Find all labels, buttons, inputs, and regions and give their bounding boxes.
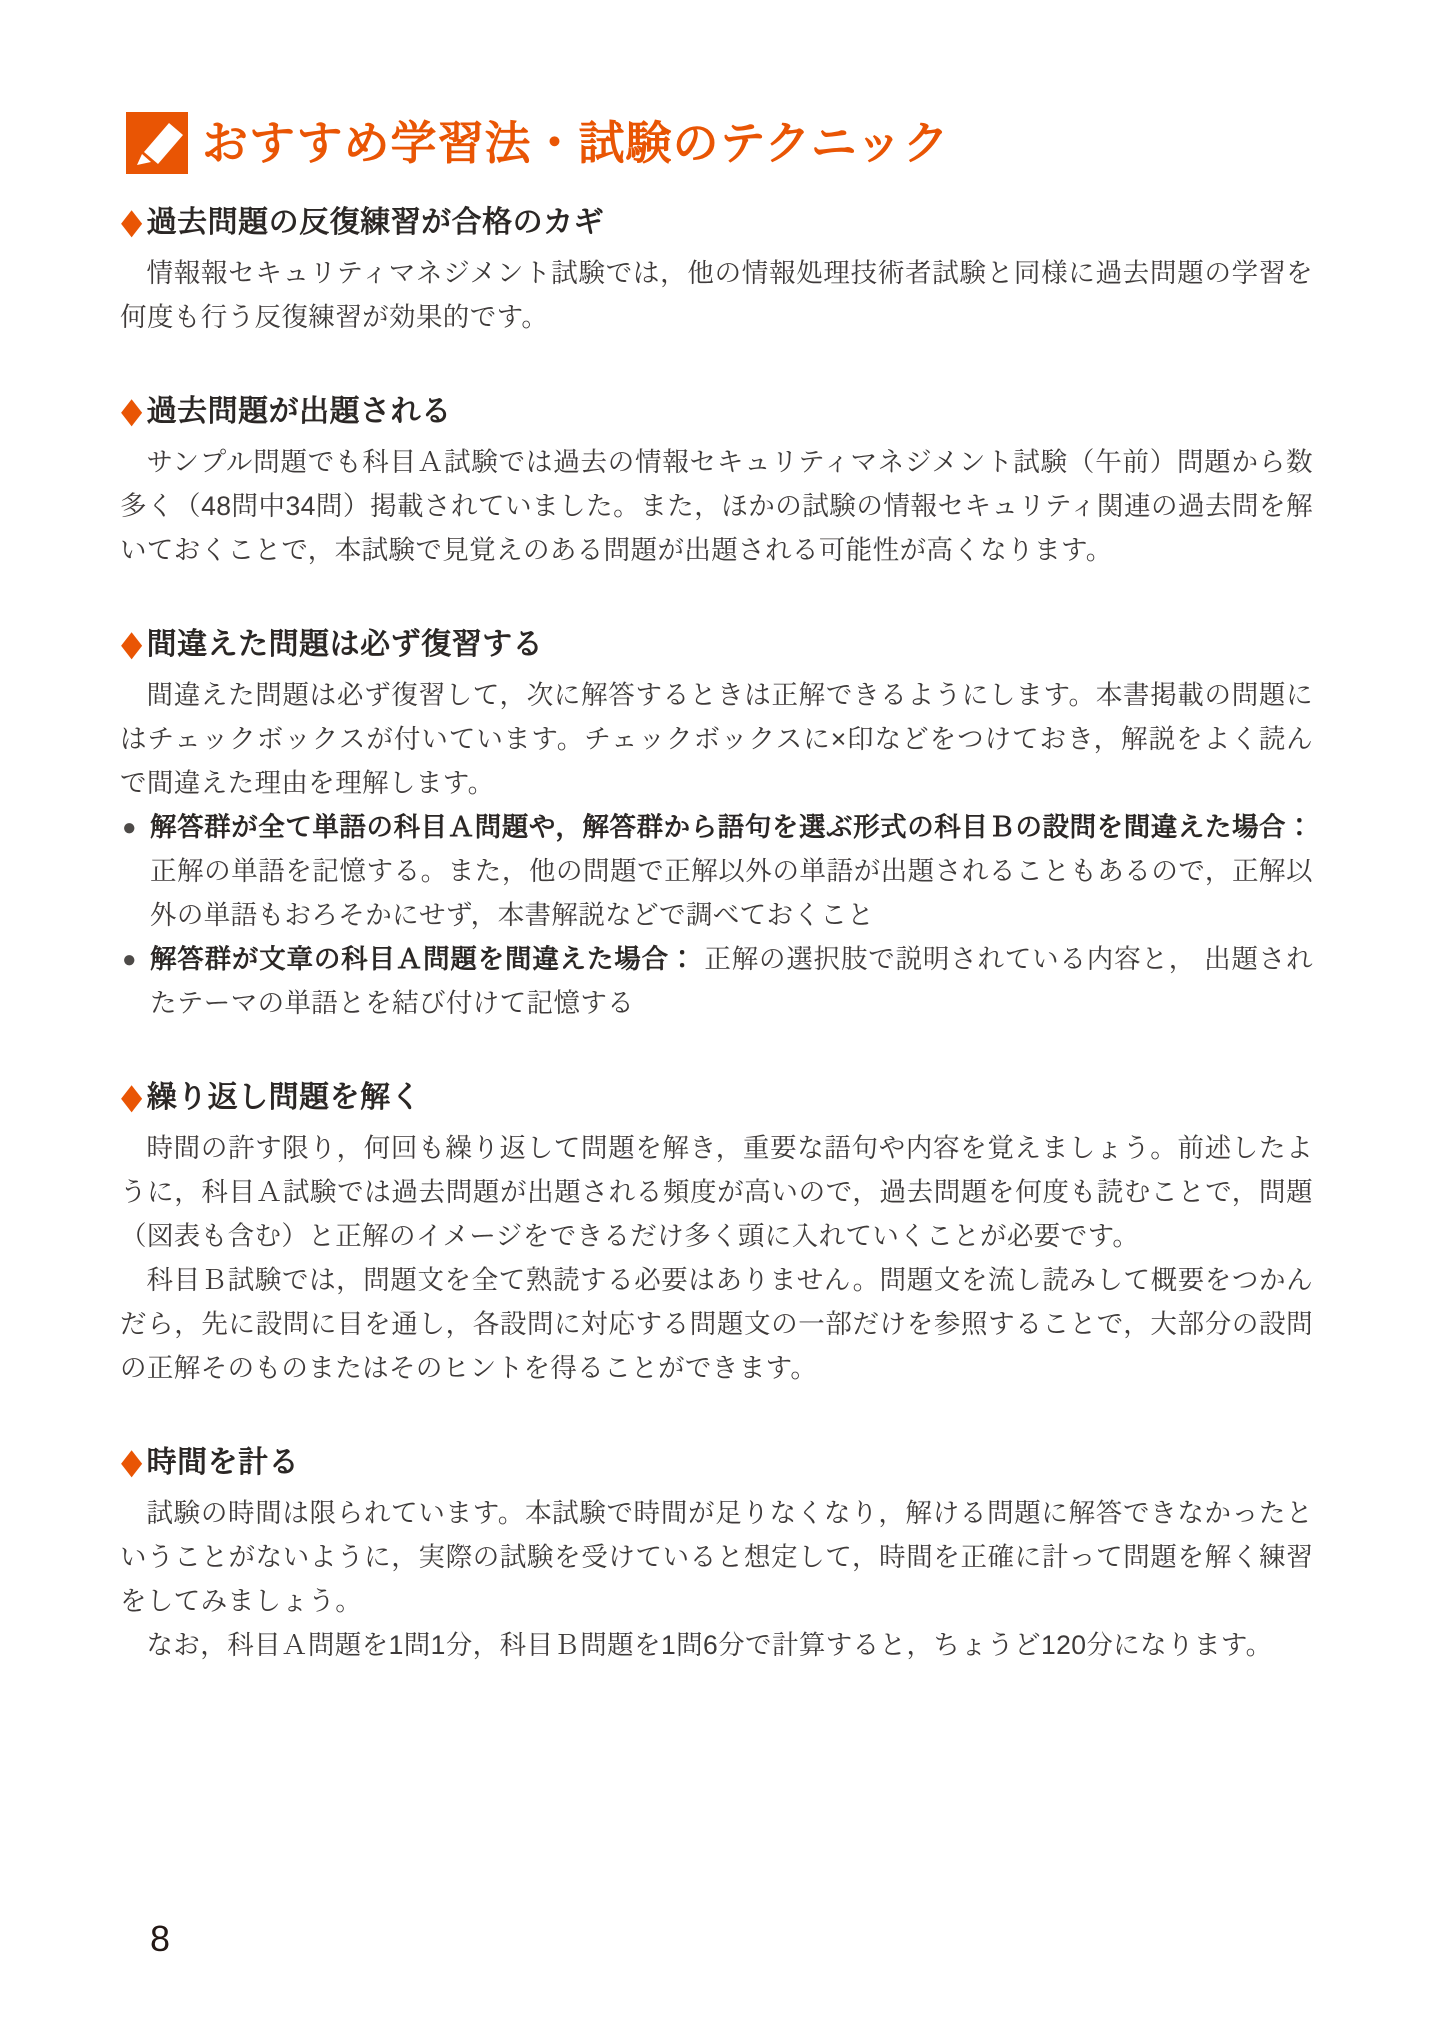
section-heading [120,393,1313,431]
diamond-icon: ◆ [120,202,143,242]
paragraph: なお，科目Ａ問題を1問1分，科目Ｂ問題を1問6分で計算すると，ちょうど120分になります。 [146,1630,1273,1660]
bullet-dot-icon: ● [122,946,137,973]
section-heading [120,1079,1313,1117]
bullet-body: 正解の選択肢で説明されている内容と， 出題されたテーマの単語とを結び付けて記憶する [150,944,1314,1018]
section-time-yourself [120,1444,1313,1667]
section-heading-text: 時間を計る [146,1446,300,1479]
bullet-label: 解答群が文章の科目Ａ問題を間違えた場合： [150,944,697,974]
section-heading [120,1444,1313,1482]
section-heading [120,626,1313,664]
pencil-badge-icon [126,112,188,174]
bullet-dot-icon: ● [122,814,137,841]
section-heading-text: 間違えた問題は必ず復習する [146,628,544,661]
section-review-mistakes [120,626,1313,1025]
bullet-item [120,937,1313,1025]
page-title-text: おすすめ学習法・試験のテクニック [202,117,950,169]
section-heading-text: 過去問題が出題される [146,395,452,428]
paragraph: 時間の許す限り，何回も繰り返して問題を解き，重要な語句や内容を覚えましょう。前述したように，科目Ａ試験では過去問題が出題される頻度が高いので，過去問題を何度も読むことで，問題（図表も含む）と正解のイメージをできるだけ多く頭に入れていくことが必要です。 [120,1133,1313,1251]
diamond-icon: ◆ [120,1077,143,1117]
bullet-body: 正解の単語を記憶する。また，他の問題で正解以外の単語が出題されることもあるので，正解以外の単語もおろそかにせず，本書解説などで調べておくこと [150,856,1313,930]
section-heading-text: 繰り返し問題を解く [146,1081,422,1114]
paragraph: 間違えた問題は必ず復習して，次に解答するときは正解できるようにします。本書掲載の問題にはチェックボックスが付いています。チェックボックスに×印などをつけておき，解説をよく読んで間違えた理由を理解します。 [120,680,1313,798]
section-past-questions [120,393,1313,572]
paragraph: 情報報セキュリティマネジメント試験では，他の情報処理技術者試験と同様に過去問題の学習を何度も行う反復練習が効果的です。 [120,258,1313,332]
section-repetition-key [120,204,1313,339]
diamond-icon: ◆ [120,391,143,431]
page-number: 8 [150,1918,171,1959]
bullet-item [120,805,1313,937]
page-content [120,112,1313,1667]
diamond-icon: ◆ [120,1442,143,1482]
paragraph: サンプル問題でも科目Ａ試験では過去の情報セキュリティマネジメント試験（午前）問題から数多く（48問中34問）掲載されていました。また，ほかの試験の情報セキュリティ関連の過去問を解いておくことで，本試験で見覚えのある問題が出題される可能性が高くなります。 [120,447,1313,565]
paragraph: 試験の時間は限られています。本試験で時間が足りなくなり，解ける問題に解答できなかったということがないように，実際の試験を受けていると想定して，時間を正確に計って問題を解く練習をしてみましょう。 [120,1498,1313,1616]
diamond-icon: ◆ [120,624,143,664]
bullet-list [120,805,1313,1025]
bullet-label: 解答群が全て単語の科目Ａ問題や，解答群から語句を選ぶ形式の科目Ｂの設問を間違えた場合： [150,812,1313,842]
section-heading-text: 過去問題の反復練習が合格のカギ [146,206,605,239]
paragraph: 科目Ｂ試験では，問題文を全て熟読する必要はありません。問題文を流し読みして概要をつかんだら，先に設問に目を通し，各設問に対応する問題文の一部だけを参照することで，大部分の設問の正解そのものまたはそのヒントを得ることができます。 [120,1265,1313,1383]
section-solve-repeatedly [120,1079,1313,1390]
page-title [126,112,1313,174]
section-heading [120,204,1313,242]
